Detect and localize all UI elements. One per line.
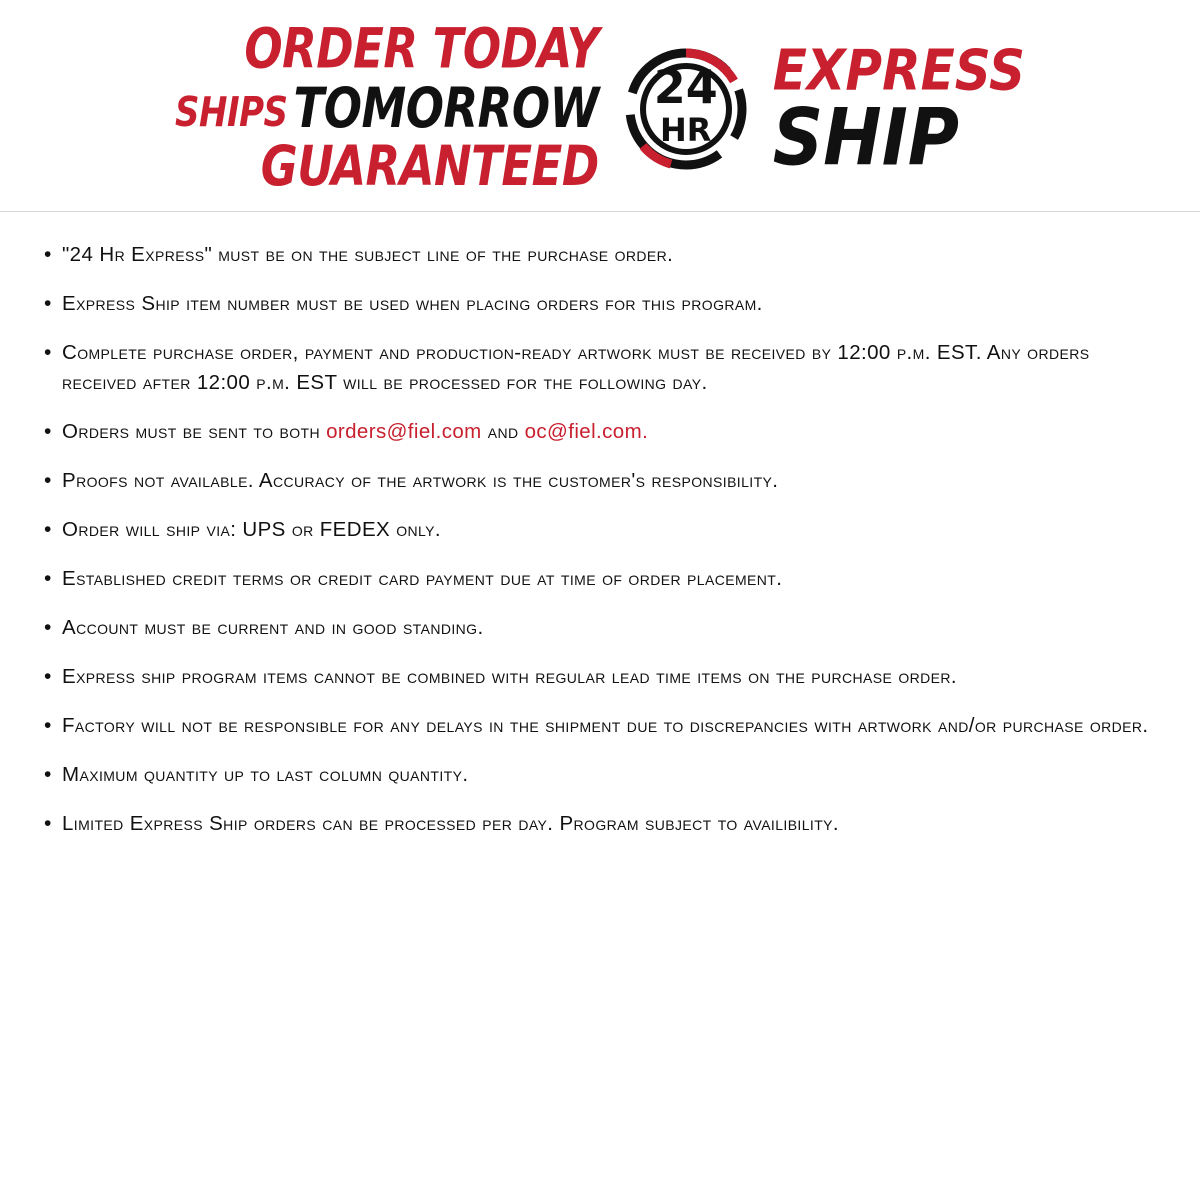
term-text-subject-line (62, 240, 673, 270)
list-item (44, 760, 1160, 790)
term-text-segment: Limited Express Ship orders can be processed per day. Program subject to availibility. (62, 812, 839, 835)
term-text-max-quantity (62, 760, 468, 790)
bullet-icon: • (44, 420, 52, 443)
term-text-segment: "24 Hr Express" must be on the subject line of the purchase order. (62, 243, 674, 266)
headline-tomorrow: TOMORROW (293, 76, 599, 141)
bullet-icon: • (44, 292, 52, 315)
list-item (44, 338, 1160, 398)
term-text-cutoff-time (62, 338, 1160, 398)
list-item (44, 662, 1160, 692)
email-link[interactable]: oc@fiel.com. (524, 420, 649, 443)
term-text-segment: Factory will not be responsible for any delays in the shipment due to discrepancies with artwork and/or purchase order. (62, 714, 1149, 737)
badge-number: 24 (653, 59, 718, 114)
term-text-delay-liability (62, 711, 1149, 741)
email-link[interactable]: orders@fiel.com (326, 420, 482, 443)
term-text-segment: Express Ship item number must be used when placing orders for this program. (62, 292, 763, 315)
bullet-icon: • (44, 665, 52, 688)
brand-ship: SHIP (772, 92, 960, 185)
list-item (44, 515, 1160, 545)
brand-block (772, 38, 1025, 185)
list-item (44, 711, 1160, 741)
headline-guaranteed: GUARANTEED (260, 133, 599, 199)
term-text-item-number (62, 289, 763, 319)
bullet-icon: • (44, 763, 52, 786)
bullet-icon: • (44, 567, 52, 590)
term-text-daily-limit (62, 809, 839, 839)
term-text-segment: Express ship program items cannot be combined with regular lead time items on the purchase order. (62, 665, 958, 688)
bullet-icon: • (44, 812, 52, 835)
header-banner (0, 0, 1200, 212)
headline-block (175, 16, 599, 199)
term-text-shipping-carriers (62, 515, 441, 545)
term-text-segment: Proofs not available. Accuracy of the artwork is the customer's responsibility. (62, 469, 779, 492)
term-text-segment: and (481, 420, 525, 443)
term-text-no-proofs (62, 466, 778, 496)
brand-express: EXPRESS (772, 38, 1025, 104)
term-text-no-combining (62, 662, 957, 692)
term-text-segment: Complete purchase order, payment and production-ready artwork must be received by 12:00 p.m. EST. Any orders received after 12:00 p.m. EST will be processed for the following day. (62, 341, 1090, 394)
list-item (44, 613, 1160, 643)
term-text-segment: Established credit terms or credit card payment due at time of order placement. (62, 567, 783, 590)
term-text-email-recipients (62, 417, 648, 447)
list-item (44, 240, 1160, 270)
badge-unit: HR (660, 110, 712, 149)
bullet-icon: • (44, 714, 52, 737)
term-text-segment: Orders must be sent to both (62, 420, 327, 443)
headline-ships: SHIPS (175, 89, 288, 138)
headline-ships-tomorrow (175, 76, 599, 141)
bullet-icon: • (44, 341, 52, 364)
term-text-account-standing (62, 613, 484, 643)
list-item (44, 417, 1160, 447)
list-item (44, 466, 1160, 496)
term-text-segment: Account must be current and in good standing. (62, 616, 484, 639)
list-item (44, 289, 1160, 319)
list-item (44, 809, 1160, 839)
headline-order-today: ORDER TODAY (244, 16, 599, 82)
bullet-icon: • (44, 469, 52, 492)
bullet-icon: • (44, 518, 52, 541)
list-item (44, 564, 1160, 594)
term-text-segment: Maximum quantity up to last column quantity. (62, 763, 469, 786)
terms-list (0, 212, 1200, 839)
24hr-target-badge-icon (623, 46, 749, 172)
term-text-segment: Order will ship via: UPS or FEDEX only. (62, 518, 441, 541)
bullet-icon: • (44, 243, 52, 266)
term-text-payment-terms (62, 564, 782, 594)
bullet-icon: • (44, 616, 52, 639)
